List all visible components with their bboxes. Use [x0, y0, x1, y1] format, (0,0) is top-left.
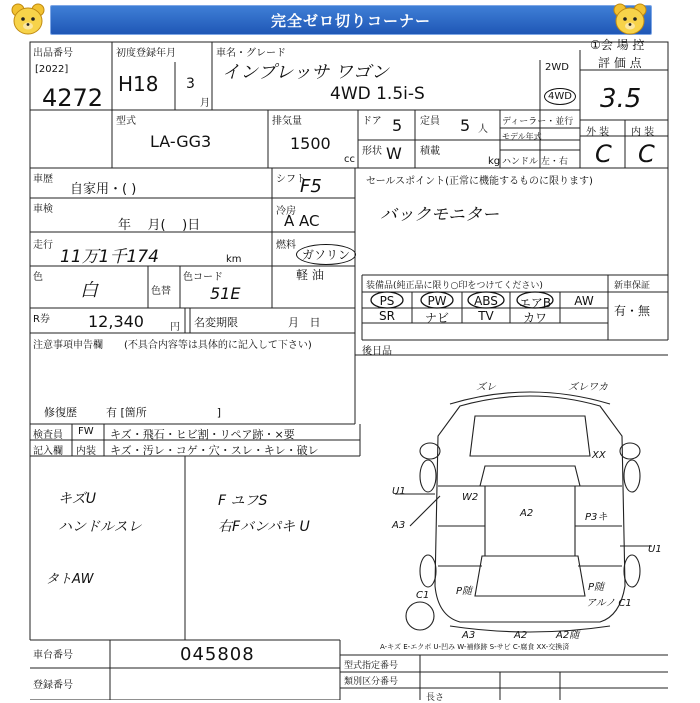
equipment-label: 装備品(純正品に限り○印をつけてください) [366, 281, 543, 291]
color-code-label: 色コード [183, 272, 223, 283]
displacement-label: 排気量 [272, 116, 302, 127]
name-change-label: 名変期限 [194, 316, 238, 329]
inspector-note-5: 右Fバンパキ U [218, 519, 310, 535]
registration-label: 登録番号 [33, 680, 73, 691]
reg-label: 初度登録年月 [116, 48, 176, 59]
banner-title: 完全ゼロ切りコーナー [50, 5, 652, 35]
equip-ps: PS [379, 294, 395, 308]
shift-value: F5 [300, 176, 322, 197]
inspector-label: 検査員 [33, 430, 63, 441]
warranty-label: 新車保証 [614, 281, 651, 291]
diagram-mark-12: P随 [588, 582, 605, 593]
diagram-legend: A-キズ E-エクボ U-凹み W-補修跡 S-サビ C-腐食 XX-交換済 [380, 643, 570, 651]
drive-4wd: 4WD [544, 88, 576, 105]
lot-year: [2022] [35, 64, 69, 75]
equip-tv: TV [478, 309, 494, 323]
diagram-mark-10: C1 [416, 590, 430, 601]
car-damage-diagram [390, 376, 670, 640]
sales-point-value: バックモニター [380, 205, 499, 225]
lot-label: 出品番号 [33, 48, 73, 59]
inspection-label: 車検 [33, 204, 53, 215]
car-grade: 4WD 1.5i-S [330, 84, 425, 104]
notes-label: 注意事項申告欄 [33, 340, 103, 351]
equip-navi: ナビ [424, 311, 449, 325]
diagram-mark-14: A3 [462, 630, 476, 640]
copy-note: ①会 場 控 [590, 38, 645, 52]
color-label: 色 [33, 272, 43, 283]
diagram-mark-4: U1 [392, 486, 406, 497]
displacement-value: 1500 [290, 134, 331, 153]
int-value: C [638, 140, 655, 168]
shift-label: シフト [276, 174, 306, 185]
diagram-mark-3: XX [592, 450, 606, 461]
inspector-note-3: タトAW [46, 572, 94, 587]
fuel-diesel: 軽 油 [296, 268, 324, 282]
doors-label: ドア [362, 116, 382, 127]
inspection-value: 年 月( )日 [118, 218, 201, 233]
model-value: LA-GG3 [150, 132, 212, 151]
diagram-mark-1: ズレ [476, 382, 496, 393]
capacity-value: 5 [460, 116, 471, 135]
rear-seat-label: 後日品 [362, 346, 392, 357]
ac-value: A AC [284, 212, 320, 230]
equip-aw: AW [574, 294, 594, 308]
doors-value: 5 [392, 116, 403, 135]
load-unit: kg [488, 156, 501, 167]
fuel-label: 燃料 [276, 240, 296, 251]
equip-airbag: エアB [518, 296, 552, 310]
inspector-note-4: F ユフS [218, 493, 268, 509]
mileage-value: 11万1千174 [60, 247, 159, 267]
inspector-label-2: 記入欄 [33, 446, 63, 457]
equipment-circles [362, 290, 562, 324]
repair-value: 有 [箇所 ] [106, 406, 222, 419]
diagram-mark-13: アルノ C1 [586, 598, 632, 609]
mileage-label: 走行 [33, 240, 53, 251]
notes-sub: (不具合内容等は具体的に記入して下さい) [124, 340, 312, 351]
recycle-label: R券 [33, 314, 50, 325]
handle-label: ハンドル 左・右 [502, 157, 568, 167]
equip-pw: PW [427, 294, 447, 308]
equip-leather: カワ [522, 311, 547, 325]
vehicle-no-value: 045808 [180, 644, 255, 665]
car-name: インプレッサ ワゴン [222, 62, 389, 83]
score-label: 評 価 点 [598, 56, 642, 70]
name-change-value: 月 日 [288, 316, 321, 329]
vehicle-no-label: 車台番号 [33, 650, 73, 661]
inspector-line-2: キズ・汚レ・コゲ・穴・スレ・キレ・破レ [110, 444, 319, 457]
lot-number: 4272 [42, 84, 104, 112]
color-swap-label: 色替 [151, 286, 171, 297]
yen-unit: 円 [170, 322, 180, 333]
reg-month: 3 [186, 76, 195, 92]
fuel-gasoline: ガソリン [296, 244, 356, 265]
capacity-unit: 人 [478, 124, 488, 135]
drive-2wd: 2WD [545, 62, 569, 73]
ac-label: 冷房 [276, 206, 296, 217]
diagram-mark-8: P3キ [585, 512, 608, 523]
sales-point-label: セールスポイント(正常に機能するものに限ります) [366, 176, 593, 187]
ext-value: C [595, 140, 612, 168]
shape-value: W [386, 144, 402, 163]
repair-label: 修復歴 [44, 406, 77, 419]
diagram-mark-11: P随 [456, 586, 473, 597]
reg-month-unit: 月 [200, 98, 210, 109]
fw-label: FW [78, 426, 94, 437]
dealer-label: ディーラー・並行 [502, 117, 574, 127]
int-label: 内 装 [631, 127, 655, 138]
equip-abs: ABS [474, 294, 498, 308]
length-label: 長さ [426, 693, 445, 703]
usage-value: 自家用・( ) [70, 182, 137, 197]
model-label: 型式 [116, 116, 136, 127]
load-label: 積載 [420, 146, 440, 157]
capacity-label: 定員 [420, 116, 440, 127]
diagram-mark-15: A2 [514, 630, 528, 640]
color-code-value: 51E [210, 284, 241, 303]
score-value: 3.5 [600, 84, 642, 114]
type-approval-label: 型式指定番号 [344, 661, 399, 671]
diagram-mark-9: U1 [648, 544, 662, 555]
inspector-note-1: キズU [58, 491, 96, 507]
shape-label: 形状 [362, 146, 382, 157]
ext-label: 外 装 [586, 127, 610, 138]
diagram-mark-6: A2 [520, 508, 534, 519]
diagram-mark-7: A3 [392, 520, 406, 531]
category-label: 類別区分番号 [344, 677, 399, 687]
equip-sr: SR [379, 309, 395, 323]
model-year-label: モデル年式 [502, 132, 542, 141]
color-value: 白 [80, 280, 98, 301]
warranty-value: 有・無 [614, 304, 651, 318]
diagram-mark-16: A2随 [556, 630, 580, 640]
km-unit: km [226, 254, 242, 265]
recycle-value: 12,340 [88, 312, 144, 331]
interior-label: 内装 [76, 446, 96, 457]
usage-label: 車歴 [33, 174, 53, 185]
cc-unit: cc [344, 154, 355, 165]
inspector-note-2: ハンドルスレ [58, 519, 142, 535]
diagram-mark-5: W2 [462, 492, 479, 503]
inspector-line-1: キズ・飛石・ヒビ割・リペア跡・×要 [110, 428, 295, 441]
diagram-mark-2: ズレワカ [568, 382, 608, 393]
reg-year: H18 [118, 72, 159, 96]
name-label: 車名・グレード [216, 48, 286, 59]
